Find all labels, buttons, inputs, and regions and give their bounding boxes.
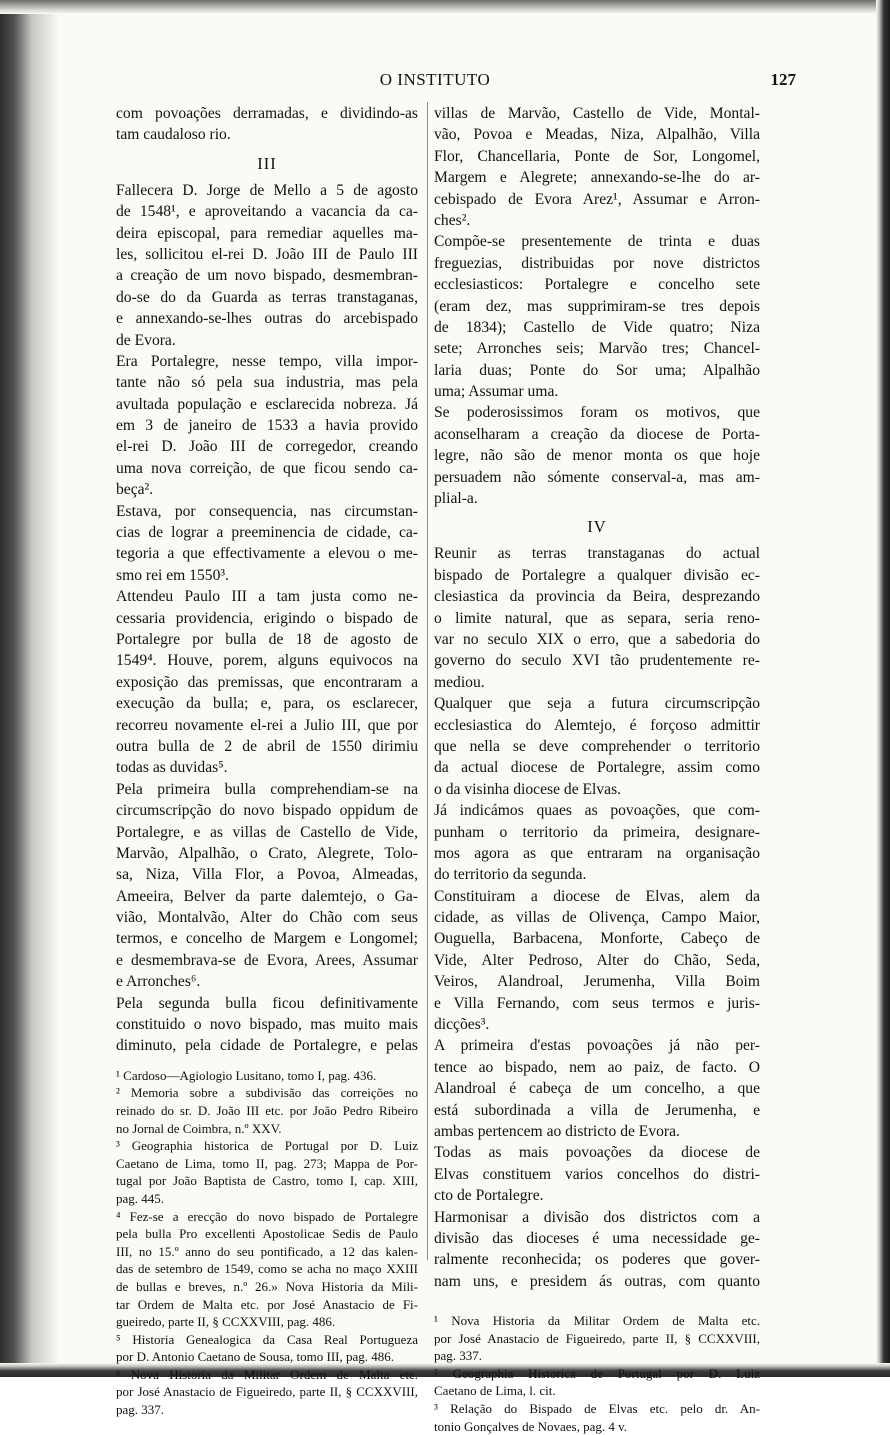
text-line: var no seculo XIX o erro, que a sabedoria do (434, 630, 760, 648)
footnote-line: tonio Gonçalves de Novaes, pag. 4 v. (434, 1418, 628, 1434)
text-line: Flor, Chancellaria, Ponte de Sor, Longomel, (434, 147, 760, 165)
text-line: Portalegre, e as villas de Castello de Vide, (116, 823, 418, 841)
text-line: com povoações derramadas, e dividindo-as (116, 105, 418, 122)
text-line: Vide, Alter Pedroso, Alter do Chão, Seda, (434, 951, 760, 969)
text-line: ralmente reconhecida; os poderes que gover- (434, 1251, 760, 1269)
footnote-line: por José Anastacio de Figueiredo, parte II, § CCXXVIII, (116, 1384, 418, 1400)
footnote-line: gueiredo, parte II, § CCXXVIII, pag. 486. (116, 1314, 336, 1330)
text-line: 1549⁴. Houve, porem, alguns equivocos na (116, 652, 418, 670)
footnotes (434, 1312, 760, 1435)
scan-shadow-top (0, 0, 890, 14)
text-line: de Evora. (116, 331, 176, 349)
text-line: de 1548¹, e aproveitando a vacancia da ca- (116, 203, 418, 221)
footnote-line: por D. Antonio Caetano de Sousa, tomo III, pag. 486. (116, 1349, 395, 1365)
text-line: divisão das dioceses é uma necessidade ge- (434, 1229, 760, 1247)
text-line: Alandroal é cabeça de um concelho, a que (434, 1080, 760, 1098)
footnote-line: ³ Relação do Bispado de Elvas etc. pelo dr. An- (434, 1401, 760, 1417)
footnotes (116, 1067, 418, 1419)
text-line: (eram dez, mas supprimiram-se tres depois (434, 297, 760, 315)
text-line: cidade, as villas de Olivença, Campo Maior, (434, 909, 760, 927)
running-title: O INSTITUTO (379, 70, 491, 89)
text-line: villas de Marvão, Castello de Vide, Montal- (434, 105, 760, 122)
page-number: 127 (770, 70, 796, 89)
text-line: uma nova correição, de que ficou sendo ca- (116, 459, 418, 477)
text-line: cias de lograr a preeminencia de cidade, ca- (116, 524, 418, 542)
text-line: Ameeira, Belver da parte dalemtejo, o Ga- (116, 887, 418, 905)
footnote-line: Caetano de Lima, tomo II, pag. 273; Mappa de Por- (116, 1155, 418, 1171)
text-line: Constituiram a diocese de Elvas, alem da (434, 887, 760, 905)
footnote-line: pag. 337. (116, 1402, 165, 1418)
text-line: clesiastica da provincia da Beira, desprezando (434, 588, 760, 606)
text-line: e annexando-se-lhes outras do arcebispado (116, 310, 418, 328)
text-line: persuadem não sómente conserval-a, mas am- (434, 468, 760, 486)
text-line: cessaria providencia, erigindo o bispado de (116, 609, 418, 627)
text-line: Qualquer que seja a futura circumscripção (434, 695, 760, 713)
text-line: diminuto, pela cidade de Portalegre, e pelas (116, 1037, 418, 1055)
text-line: execução da bulla; e, para, os esclarecer, (116, 695, 418, 713)
text-line: tam caudaloso rio. (116, 126, 231, 144)
scan-shadow-left (0, 0, 60, 1377)
text-line: da actual diocese de Portalegre, assim como (434, 759, 760, 777)
text-line: avultada população e esclarecida nobreza. Já (116, 395, 418, 413)
footnote-line: III, no 15.º anno do seu pontificado, a 12 das kalen- (116, 1243, 418, 1259)
text-line: outra bulla de 2 de abril de 1550 dirimiu (116, 737, 418, 755)
footnote-line: pela bulla Pro excellenti Apostolicae Sedis de Paulo (116, 1226, 418, 1242)
text-line: laria duas; Ponte do Sor uma; Alpalhão (434, 361, 760, 379)
text-line: Se poderosissimos foram os motivos, que (434, 404, 760, 422)
text-line: uma; Assumar uma. (434, 383, 559, 401)
text-line: e desmembrava-se de Evora, Arees, Assumar (116, 951, 418, 969)
text-line: Attendeu Paulo III a tam justa como ne- (116, 588, 418, 606)
text-line: punham o territorio da primeira, designare- (434, 823, 760, 841)
text-line: Todas as mais povoações da diocese de (434, 1144, 760, 1162)
text-line: governo do seculo XVI tão prudentemente re- (434, 652, 760, 670)
text-line: el-rei D. João III de corregedor, creando (116, 438, 418, 456)
right-column (434, 103, 760, 1435)
footnote-line: tar Ordem de Malta etc. por José Anastacio de Fi- (116, 1296, 418, 1312)
footnote-line: reinado do sr. D. João III etc. por João Pedro Ribeiro (116, 1102, 418, 1118)
text-line: o limite natural, que as separa, seria reno- (434, 609, 760, 627)
text-line: dicções³. (434, 1016, 490, 1034)
text-line: recorreu novamente el-rei a Julio III, que por (116, 716, 418, 734)
text-line: termos, e concelho de Margem e Longomel; (116, 930, 418, 948)
text-line: sa, Niza, Villa Flor, a Povoa, Almeadas, (116, 866, 418, 884)
text-line: e Villa Fernando, com seus termos e juris- (434, 994, 760, 1012)
text-line: Marvão, Alpalhão, o Crato, Alegrete, Tolo- (116, 844, 418, 862)
text-line: ambas pertencem ao districto de Evora. (434, 1122, 680, 1140)
section-heading: IV (587, 517, 607, 537)
text-line: tante não só pela sua industria, mas pela (116, 374, 418, 392)
text-line: Compõe-se presentemente de trinta e duas (434, 233, 760, 251)
text-line: deira episcopal, para remediar aquelles ma- (116, 224, 418, 242)
section-heading: III (257, 153, 277, 173)
text-line: exposição das premissas, que encontraram a (116, 673, 418, 691)
text-line: que nella se deve comprehender o territorio (434, 737, 760, 755)
column-divider (427, 102, 428, 1260)
text-line: legre, não são de menor monta os que hoje (434, 447, 760, 465)
text-line: Reunir as terras transtaganas do actual (434, 545, 760, 563)
text-line: cebispado de Evora Arez¹, Assumar e Arron- (434, 190, 760, 208)
text-line: tence ao bispado, nem ao paiz, de facto. O (434, 1058, 760, 1076)
footnote-line: ² Memoria sobre a subdivisão das correições no (116, 1085, 418, 1101)
text-line: beça². (116, 481, 154, 499)
footnote-line: no Jornal de Coimbra, n.º XXV. (116, 1120, 282, 1136)
text-line: mos agora as que entraram na organisação (434, 844, 760, 862)
text-line: do territorio da segunda. (434, 866, 587, 884)
footnote-line: Caetano de Lima, l. cit. (434, 1383, 556, 1399)
text-line: Pela primeira bulla comprehendiam-se na (116, 780, 418, 798)
footnote-line: das de setembro de 1549, como se acha no maço XXIII (116, 1261, 418, 1277)
text-line: ches². (434, 211, 471, 229)
text-line: A primeira d'estas povoações já não per- (434, 1037, 760, 1055)
text-line: vão, Povoa e Meadas, Niza, Alpalhão, Villa (434, 126, 760, 144)
footnote-line: ² Geographia Historica de Portugal por D. Luiz (434, 1365, 760, 1381)
text-line: Portalegre por bulla de 18 de agosto de (116, 630, 418, 648)
text-line: ecclesiastica do Alemtejo, é forçoso admittir (434, 716, 760, 734)
text-line: Ouguella, Barbacena, Monforte, Cabeço de (434, 930, 760, 948)
text-line: e Arronches⁶. (116, 973, 201, 991)
text-line: a creação de um novo bispado, desmembran- (116, 267, 418, 285)
text-line: circumscripção do novo bispado oppidum de (116, 802, 418, 820)
footnote-line: tugal por João Baptista de Castro, tomo I, cap. XIII, (116, 1173, 418, 1189)
text-line: Harmonisar a divisão dos districtos com a (434, 1208, 760, 1226)
text-line: constituido o novo bispado, mas muito mais (116, 1016, 418, 1034)
footnote-line: ¹ Cardoso—Agiologio Lusitano, tomo I, pag. 436. (116, 1067, 377, 1083)
text-line: todas as duvidas⁵. (116, 759, 228, 777)
footnote-line: ¹ Nova Historia da Militar Ordem de Malta etc. (434, 1313, 760, 1329)
footnote-line: ⁴ Fez-se a erecção do novo bispado de Portalegre (116, 1208, 418, 1224)
text-line: tegoria a que effectivamente a elevou o me- (116, 545, 418, 563)
text-line: Estava, por consequencia, nas circumstan- (116, 502, 418, 520)
text-line: de 1834); Castello de Vide quatro; Niza (434, 318, 760, 336)
text-line: Elvas constituem varios concelhos do distri- (434, 1165, 760, 1183)
footnote-line: por José Anastacio de Figueiredo, parte II, § CCXXVIII, (434, 1330, 760, 1346)
text-line: Já indicámos quaes as povoações, que com- (434, 802, 760, 820)
text-line: cto de Portalegre. (434, 1187, 544, 1205)
text-line: está subordinada a villa de Jerumenha, e (434, 1101, 760, 1119)
footnote-line: ⁶ Nova Historia da Militar Ordem de Malta etc. (116, 1366, 418, 1382)
text-line: Era Portalegre, nesse tempo, villa impor- (116, 352, 418, 370)
footnote-line: ⁵ Historia Genealogica da Casa Real Portugueza (116, 1331, 418, 1347)
text-line: Fallecera D. Jorge de Mello a 5 de agosto (116, 181, 418, 199)
text-line: Pela segunda bulla ficou definitivamente (116, 994, 418, 1012)
text-line: plial-a. (434, 490, 478, 508)
text-line: aconselharam a creação da diocese de Porta- (434, 425, 760, 443)
left-column (116, 103, 418, 1419)
scan-shadow-right (876, 0, 890, 1377)
text-line: vião, Montalvão, Alter do Chão com seus (116, 909, 418, 927)
text-line: ecclesiasticos: Portalegre e concelho sete (434, 276, 760, 294)
text-line: Margem e Alegrete; annexando-se-lhe do ar- (434, 169, 760, 187)
footnote-line: pag. 337. (434, 1348, 483, 1364)
text-line: mediou. (434, 673, 485, 691)
text-line: nam uns, e presidem ás outras, com quanto (434, 1272, 760, 1290)
footnote-line: pag. 445. (116, 1190, 165, 1206)
text-line: bispado de Portalegre a qualquer divisão ec- (434, 566, 760, 584)
text-line: o da visinha diocese de Elvas. (434, 780, 622, 798)
footnote-line: de bullas e breves, n.º 26.» Nova Historia da Mili- (116, 1278, 418, 1294)
text-line: em 3 de janeiro de 1533 a havia provido (116, 417, 418, 435)
text-line: smo rei em 1550³. (116, 566, 229, 584)
text-line: sete; Arronches seis; Marvão tres; Chancel- (434, 340, 760, 358)
footnote-line: ³ Geographia historica de Portugal por D. Luiz (116, 1138, 418, 1154)
text-line: les, sollicitou el-rei D. João III de Paulo III (116, 245, 418, 263)
text-line: do-se do da Guarda as terras transtaganas, (116, 288, 418, 306)
text-line: freguezias, distribuidas por nove districtos (434, 254, 760, 272)
text-line: Veiros, Alandroal, Jerumenha, Villa Boim (434, 973, 760, 991)
